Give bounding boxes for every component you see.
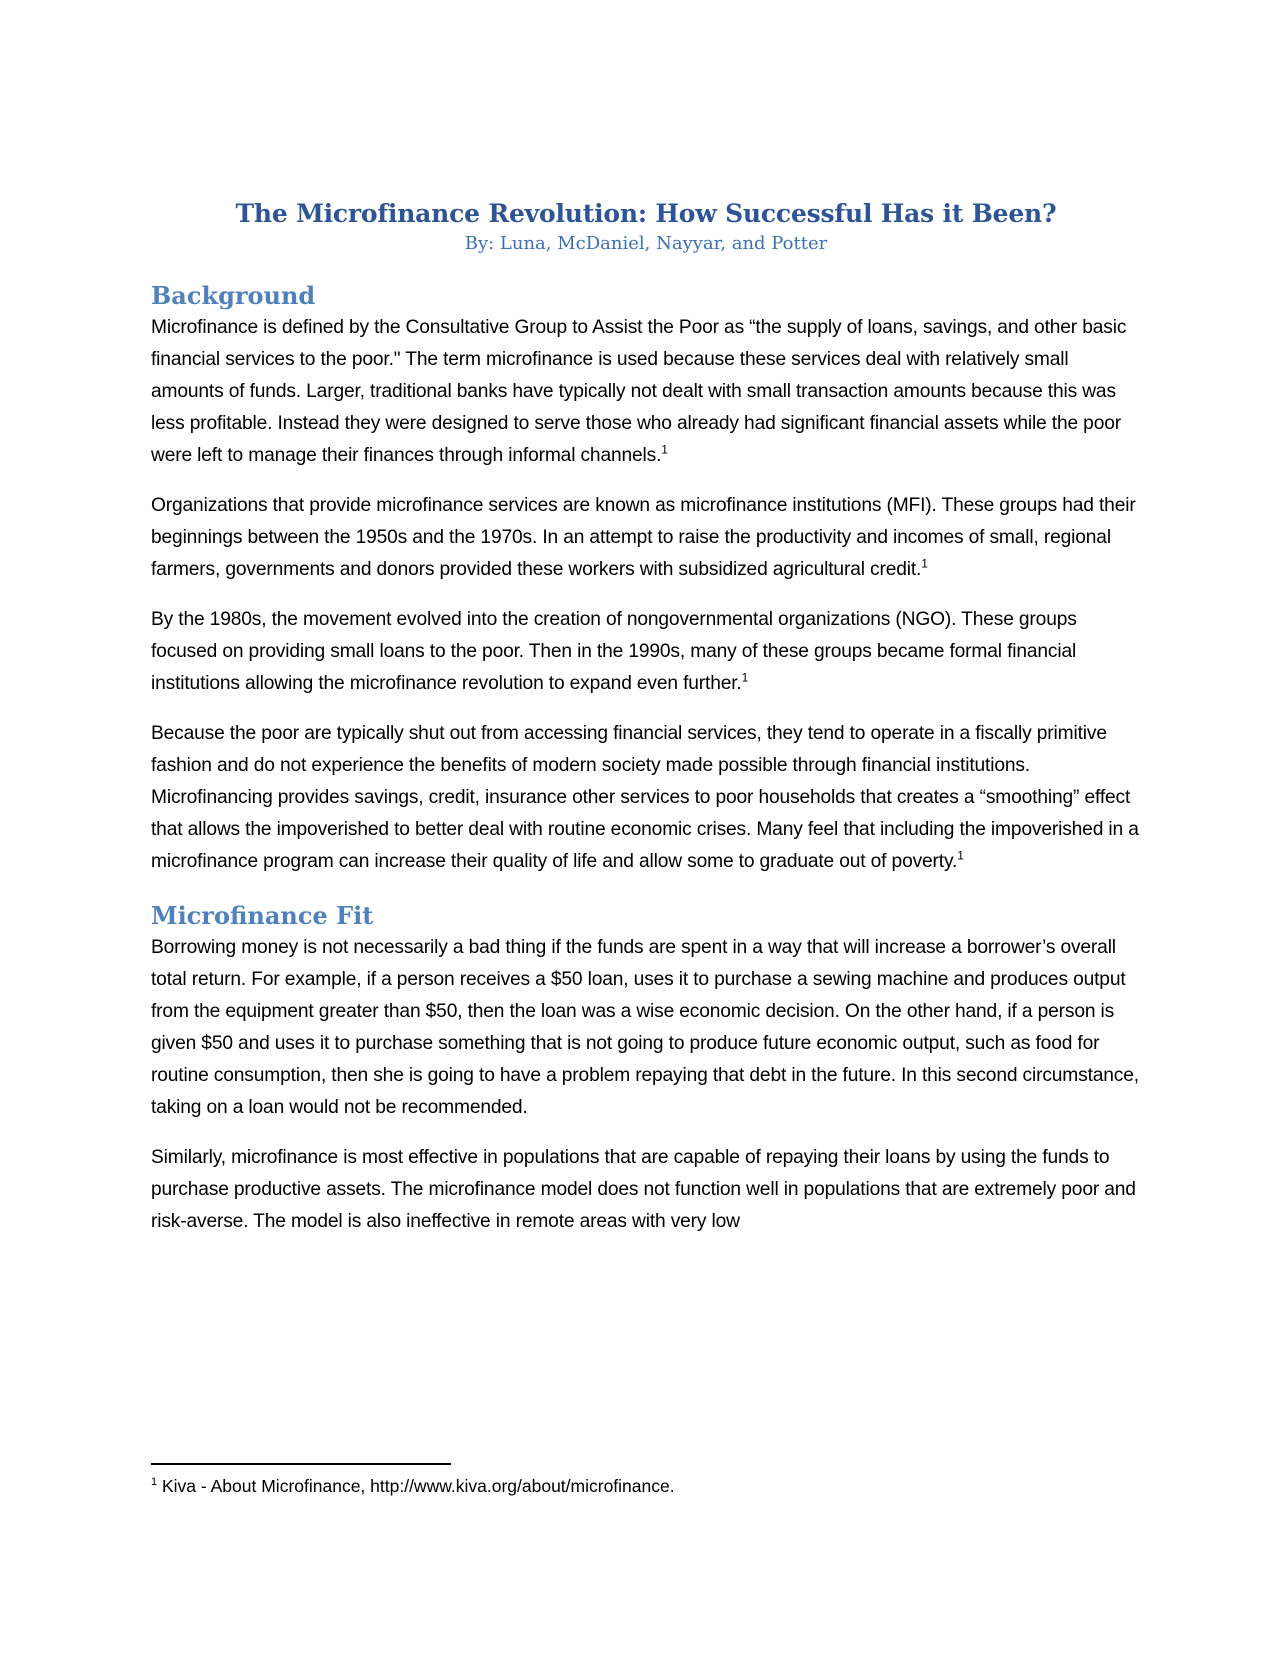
- document-content: [151, 198, 1141, 1238]
- footnote-reference: 1: [741, 670, 749, 685]
- footnote-text: Kiva - About Microfinance, http://www.kiva.org/about/microfinance.: [162, 1476, 675, 1496]
- document-title: The Microfinance Revolution: How Successful Has it Been?: [235, 199, 1057, 228]
- footnote: [151, 1474, 1141, 1498]
- body-paragraph: [151, 490, 1141, 586]
- footnote-divider: [151, 1463, 451, 1465]
- footnote-reference: 1: [957, 848, 964, 863]
- footnote-reference: 1: [921, 556, 928, 571]
- paragraph-text: Microfinance is defined by the Consultative Group to Assist the Poor as “the supply of loans, savings, and other basic financial services to the poor." The term microfinance is used because these services deal with relatively small amounts of funds. Larger, traditional banks have typically not dealt with small transaction amounts because this was less profitable. Instead they were designed to serve those who already had significant financial assets while the poor were left to manage their finances through informal channels.: [151, 317, 1127, 466]
- section-heading-background: Background: [151, 281, 316, 310]
- body-paragraph: [151, 604, 1141, 700]
- body-paragraph: [151, 312, 1141, 472]
- paragraph-text: By the 1980s, the movement evolved into the creation of nongovernmental organizations (NGO). These groups focused on providing small loans to the poor. Then in the 1990s, many of these groups became formal financial institutions allowing the microfinance revolution to expand even further.: [151, 609, 1077, 694]
- document-byline: By: Luna, McDaniel, Nayyar, and Potter: [464, 233, 828, 254]
- paragraph-text: Because the poor are typically shut out from accessing financial services, they tend to operate in a fiscally primitive fashion and do not experience the benefits of modern society made possible through financial institutions. Microfinancing provides savings, credit, insurance other services to poor households that creates a “smoothing” effect that allows the impoverished to better deal with routine economic crises. Many feel that including the impoverished in a microfinance program can increase their quality of life and allow some to graduate out of poverty.: [151, 723, 1139, 872]
- footnote-reference: 1: [661, 442, 668, 457]
- paragraph-text: Borrowing money is not necessarily a bad thing if the funds are spent in a way that will increase a borrower’s overall total return. For example, if a person receives a $50 loan, uses it to purchase a sewing machine and produces output from the equipment greater than $50, then the loan was a wise economic decision. On the other hand, if a person is given $50 and uses it to purchase something that is not going to produce future economic output, such as food for routine consumption, then she is going to have a problem repaying that debt in the future. In this second circumstance, taking on a loan would not be recommended.: [151, 937, 1139, 1118]
- footnote-marker: 1: [151, 1476, 158, 1489]
- paragraph-text: Organizations that provide microfinance services are known as microfinance institutions (MFI). These groups had their beginnings between the 1950s and the 1970s. In an attempt to raise the productivity and incomes of small, regional farmers, governments and donors provided these workers with subsidized agricultural credit.: [151, 495, 1136, 580]
- body-paragraph: [151, 932, 1141, 1124]
- section-heading-microfinance-fit: Microfinance Fit: [151, 901, 374, 930]
- body-paragraph: [151, 718, 1141, 878]
- body-paragraph: [151, 1142, 1141, 1238]
- paragraph-text: Similarly, microfinance is most effective in populations that are capable of repaying their loans by using the funds to purchase productive assets. The microfinance model does not function well in populations that are extremely poor and risk-averse. The model is also ineffective in remote areas with very low: [151, 1147, 1136, 1232]
